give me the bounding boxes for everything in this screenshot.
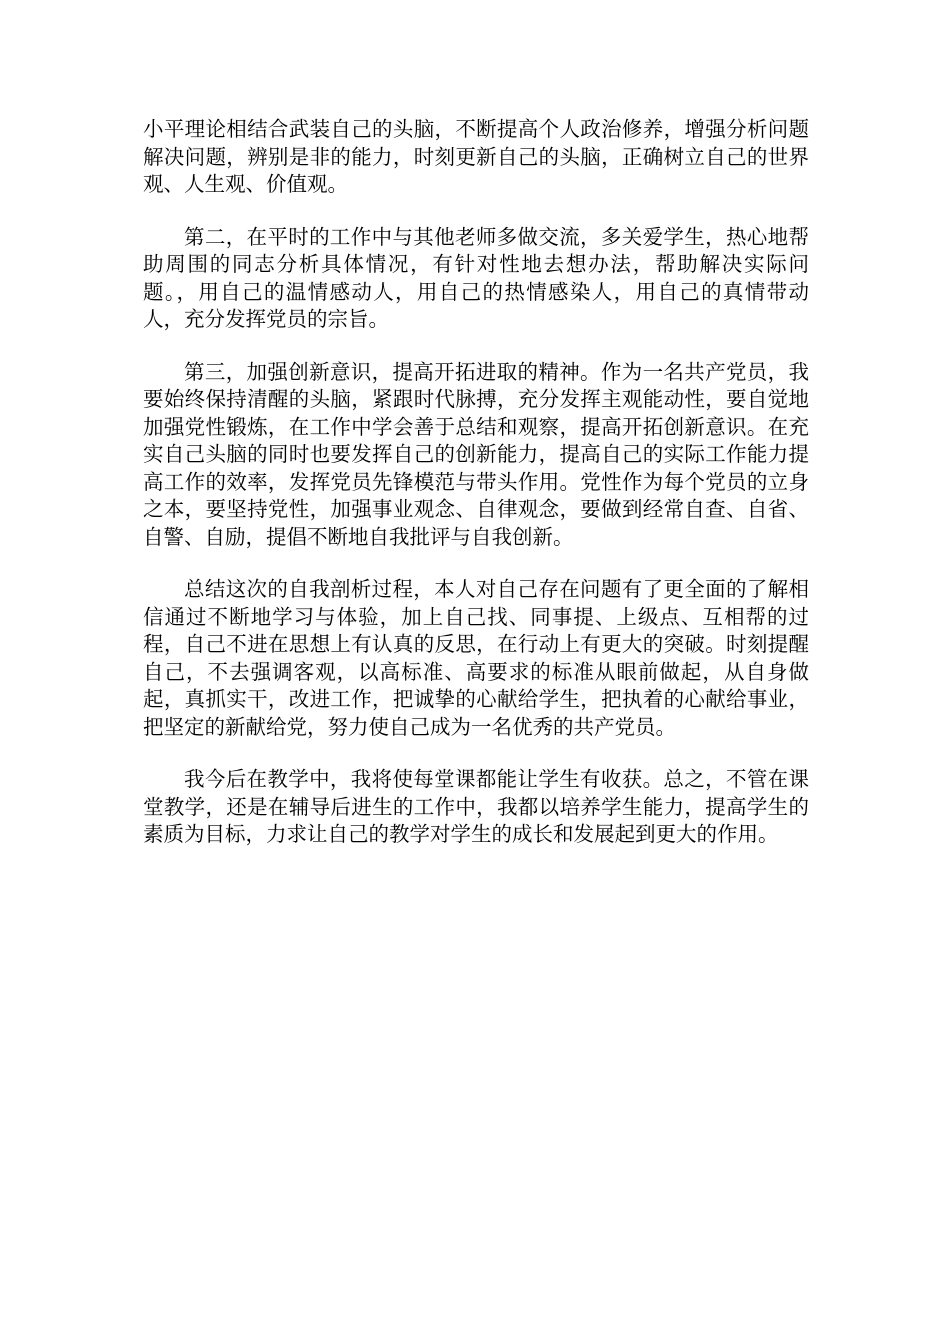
paragraph-5: 我今后在教学中，我将使每堂课都能让学生有收获。总之，不管在课堂教学，还是在辅导后进生的工作中，我都以培养学生能力，提高学生的素质为目标，力求让自己的教学对学生的成长和发展起到更大的作用。 [143, 767, 809, 846]
paragraph-2: 第二，在平时的工作中与其他老师多做交流，多关爱学生，热心地帮助周围的同志分析具体情况，有针对性地去想办法，帮助解决实际问题。，用自己的温情感动人，用自己的热情感染人，用自己的真情带动人，充分发挥党员的宗旨。 [143, 224, 809, 331]
paragraph-1: 小平理论相结合武装自己的头脑，不断提高个人政治修养，增强分析问题解决问题，辨别是非的能力，时刻更新自己的头脑，正确树立自己的世界观、人生观、价值观。 [143, 117, 809, 196]
paragraph-3: 第三，加强创新意识，提高开拓进取的精神。作为一名共产党员，我要始终保持清醒的头脑，紧跟时代脉搏，充分发挥主观能动性，要自觉地加强党性锻炼，在工作中学会善于总结和观察，提高开拓创新意识。在充实自己头脑的同时也要发挥自己的创新能力，提高自己的实际工作能力提高工作的效率，发挥党员先锋模范与带头作用。党性作为每个党员的立身之本，要坚持党性，加强事业观念、自律观念，要做到经常自查、自省、自警、自励，提倡不断地自我批评与自我创新。 [143, 359, 809, 549]
paragraph-4: 总结这次的自我剖析过程，本人对自己存在问题有了更全面的了解相信通过不断地学习与体验，加上自己找、同事提、上级点、互相帮的过程，自己不进在思想上有认真的反思，在行动上有更大的突破。时刻提醒自己，不去强调客观，以高标准、高要求的标准从眼前做起，从自身做起，真抓实干，改进工作，把诚挚的心献给学生，把执着的心献给事业，把坚定的新献给党，努力使自己成为一名优秀的共产党员。 [143, 577, 809, 739]
document-page [143, 116, 809, 874]
